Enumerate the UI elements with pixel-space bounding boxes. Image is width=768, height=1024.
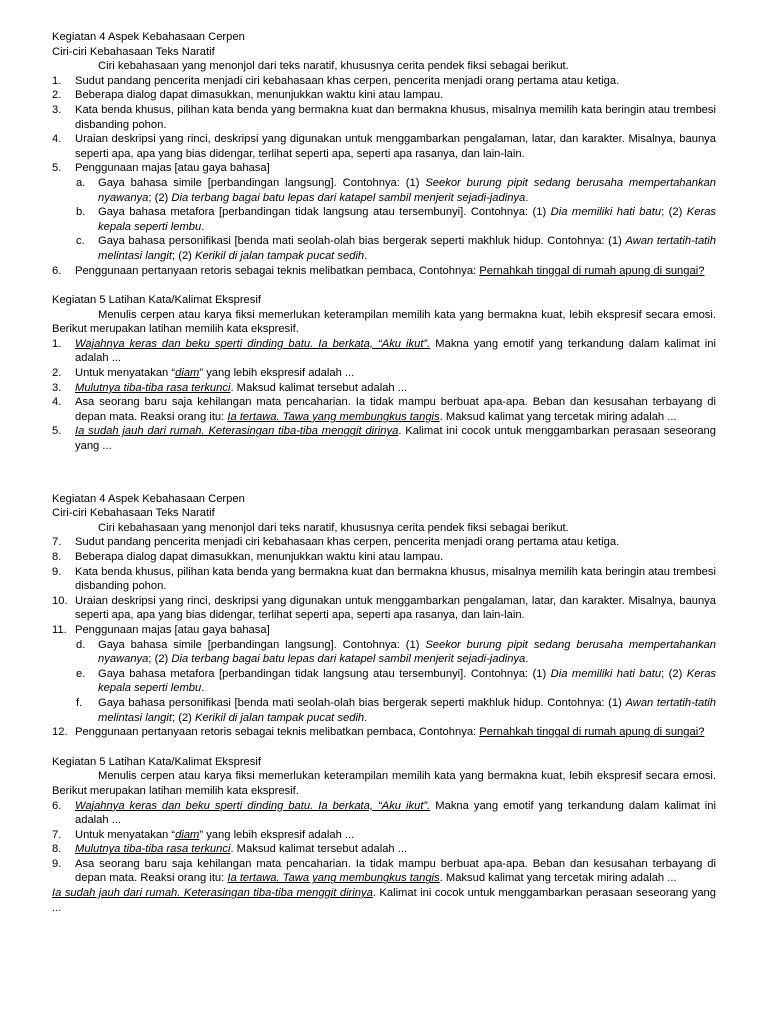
list-item: 7. Untuk menyatakan “diam” yang lebih ekspresif adalah ... <box>52 828 355 841</box>
list-item: 8. Beberapa dialog dapat dimasukkan, menunjukkan waktu kini atau lampau. <box>52 551 444 563</box>
kegiatan-4-title: Kegiatan 4 Aspek Kebahasaan Cerpen <box>52 31 245 43</box>
latihan-list <box>52 799 716 916</box>
majas-subitem: d. Gaya bahasa simile [perbandingan langsung]. Contohnya: (1) Seekor burung pipit sedang berusaha mempertahankan nyawanya; (2) Dia terbang bagai batu lepas dari katapel sambil menjerit sejadi-jadinya. <box>76 638 716 666</box>
worksheet-copy-2 <box>52 492 716 916</box>
worksheet-copy-1 <box>52 30 716 454</box>
kegiatan-4-title: Kegiatan 4 Aspek Kebahasaan Cerpen <box>52 492 245 505</box>
list-item: 11. Penggunaan majas [atau gaya bahasa] <box>52 623 270 636</box>
kegiatan-4-subtitle: Ciri-ciri Kebahasaan Teks Naratif <box>52 507 215 520</box>
list-item: 10. Uraian deskripsi yang rinci, deskripsi yang digunakan untuk menggambarkan pengalaman, latar, dan karakter. Misalnya, baunya seperti apa, apa yang bias didengar, terlihat seperti apa, seperti apa rasanya, dan lain-lain. <box>52 594 716 622</box>
document-page <box>52 30 716 915</box>
list-item: 5. Penggunaan majas [atau gaya bahasa] <box>52 162 270 175</box>
list-item: 7. Sudut pandang pencerita menjadi ciri kebahasaan khas cerpen, pencerita menjadi orang pertama atau ketiga. <box>52 536 620 549</box>
kegiatan-5-title: Kegiatan 5 Latihan Kata/Kalimat Ekspresif <box>52 755 261 768</box>
majas-subitem: a. Gaya bahasa simile [perbandingan langsung]. Contohnya: (1) Seekor burung pipit sedang berusaha mempertahankan nyawanya; (2) Dia terbang bagai batu lepas dari katapel sambil menjerit sejadi-jadinya. <box>76 176 716 204</box>
list-item: 3. Mulutnya tiba-tiba rasa terkunci. Maksud kalimat tersebut adalah ... <box>52 381 408 394</box>
majas-subitem: c. Gaya bahasa personifikasi [benda mati seolah-olah bias bergerak seperti makhluk hidup. Contohnya: (1) Awan tertatih-tatih melintasi langit; (2) Kerikil di jalan tampak pucat sedih. <box>76 235 716 262</box>
list-item: 6. Wajahnya keras dan beku sperti dinding batu. Ia berkata, “Aku ikut”. Makna yang emotif yang terkandung dalam kalimat ini adalah ... <box>52 799 716 827</box>
majas-subitem: e. Gaya bahasa metafora [perbandingan tidak langsung atau tersembunyi]. Contohnya: (1) Dia memiliki hati batu; (2) Keras kepala seperti lembu. <box>76 667 717 695</box>
list-item: 1. Sudut pandang pencerita menjadi ciri kebahasaan khas cerpen, pencerita menjadi orang pertama atau ketiga. <box>52 74 620 87</box>
kegiatan-5-title: Kegiatan 5 Latihan Kata/Kalimat Ekspresif <box>52 294 261 307</box>
list-item: 8. Mulutnya tiba-tiba rasa terkunci. Maksud kalimat tersebut adalah ... <box>52 843 408 856</box>
latihan-list <box>52 337 716 454</box>
list-item: 6. Penggunaan pertanyaan retoris sebagai teknis melibatkan pembaca, Contohnya: Pernahkah tinggal di rumah apung di sungai? <box>52 264 705 277</box>
list-item: 3. Kata benda khusus, pilihan kata benda yang bermakna kuat dan bermakna khusus, misalnya memilih kata beringin atau trembesi disbanding pohon. <box>52 103 716 131</box>
kegiatan-4-intro: Ciri kebahasaan yang menonjol dari teks naratif, khususnya cerita pendek fiksi sebagai berikut. <box>98 60 569 73</box>
list-item-unnumbered: Ia sudah jauh dari rumah. Keterasingan tiba-tiba menggit dirinya. Kalimat ini cocok untuk menggambarkan perasaan seseorang yang ... <box>52 887 716 914</box>
list-item: 2. Beberapa dialog dapat dimasukkan, menunjukkan waktu kini atau lampau. <box>52 89 444 102</box>
list-item: 1. Wajahnya keras dan beku sperti dinding batu. Ia berkata, “Aku ikut”. Makna yang emotif yang terkandung dalam kalimat ini adalah ... <box>52 337 716 365</box>
list-item: 12. Penggunaan pertanyaan retoris sebagai teknis melibatkan pembaca, Contohnya: Pernahkah tinggal di rumah apung di sungai? <box>52 726 705 739</box>
kegiatan-4-intro: Ciri kebahasaan yang menonjol dari teks naratif, khususnya cerita pendek fiksi sebagai berikut. <box>98 521 569 534</box>
kegiatan-5-intro: Menulis cerpen atau karya fiksi memerlukan keterampilan memilih kata yang bermakna kuat, lebih ekspresif secara emosi. Berikut merupakan latihan memilih kata ekspresif. <box>52 770 716 797</box>
majas-subitem: b. Gaya bahasa metafora [perbandingan tidak langsung atau tersembunyi]. Contohnya: (1) Dia memiliki hati batu; (2) Keras kepala seperti lembu. <box>76 206 717 233</box>
list-item: 4. Uraian deskripsi yang rinci, deskripsi yang digunakan untuk menggambarkan pengalaman, latar, dan karakter. Misalnya, baunya seperti apa, apa yang bias didengar, terlihat seperti apa, seperti apa rasanya, dan lain-lain. <box>52 133 716 160</box>
kegiatan-4-subtitle: Ciri-ciri Kebahasaan Teks Naratif <box>52 45 215 58</box>
list-item: 9. Kata benda khusus, pilihan kata benda yang bermakna kuat dan bermakna khusus, misalnya memilih kata beringin atau trembesi disbanding pohon. <box>52 565 716 593</box>
majas-subitem: f. Gaya bahasa personifikasi [benda mati seolah-olah bias bergerak seperti makhluk hidup. Contohnya: (1) Awan tertatih-tatih melintasi langit; (2) Kerikil di jalan tampak pucat sedih. <box>76 696 716 724</box>
list-item: 5. Ia sudah jauh dari rumah. Keterasingan tiba-tiba menggit dirinya. Kalimat ini cocok untuk menggambarkan perasaan seseorang yang ... <box>52 425 717 453</box>
ciri-list <box>52 535 716 739</box>
list-item: 2. Untuk menyatakan “diam” yang lebih ekspresif adalah ... <box>52 367 355 380</box>
kegiatan-5-intro: Menulis cerpen atau karya fiksi memerlukan keterampilan memilih kata yang bermakna kuat, lebih ekspresif secara emosi. Berikut merupakan latihan memilih kata ekspresif. <box>52 308 716 336</box>
list-item: 4. Asa seorang baru saja kehilangan mata pencaharian. Ia tidak mampu berbuat apa-apa. Beban dan kesusahan terbayang di depan mata. Reaksi orang itu: Ia tertawa. Tawa yang membungkus tangis. Maksud kalimat yang tercetak miring adalah ... <box>52 396 716 423</box>
ciri-list <box>52 74 716 278</box>
list-item: 9. Asa seorang baru saja kehilangan mata pencaharian. Ia tidak mampu berbuat apa-apa. Beban dan kesusahan terbayang di depan mata. Reaksi orang itu: Ia tertawa. Tawa yang membungkus tangis. Maksud kalimat yang tercetak miring adalah ... <box>52 857 716 885</box>
